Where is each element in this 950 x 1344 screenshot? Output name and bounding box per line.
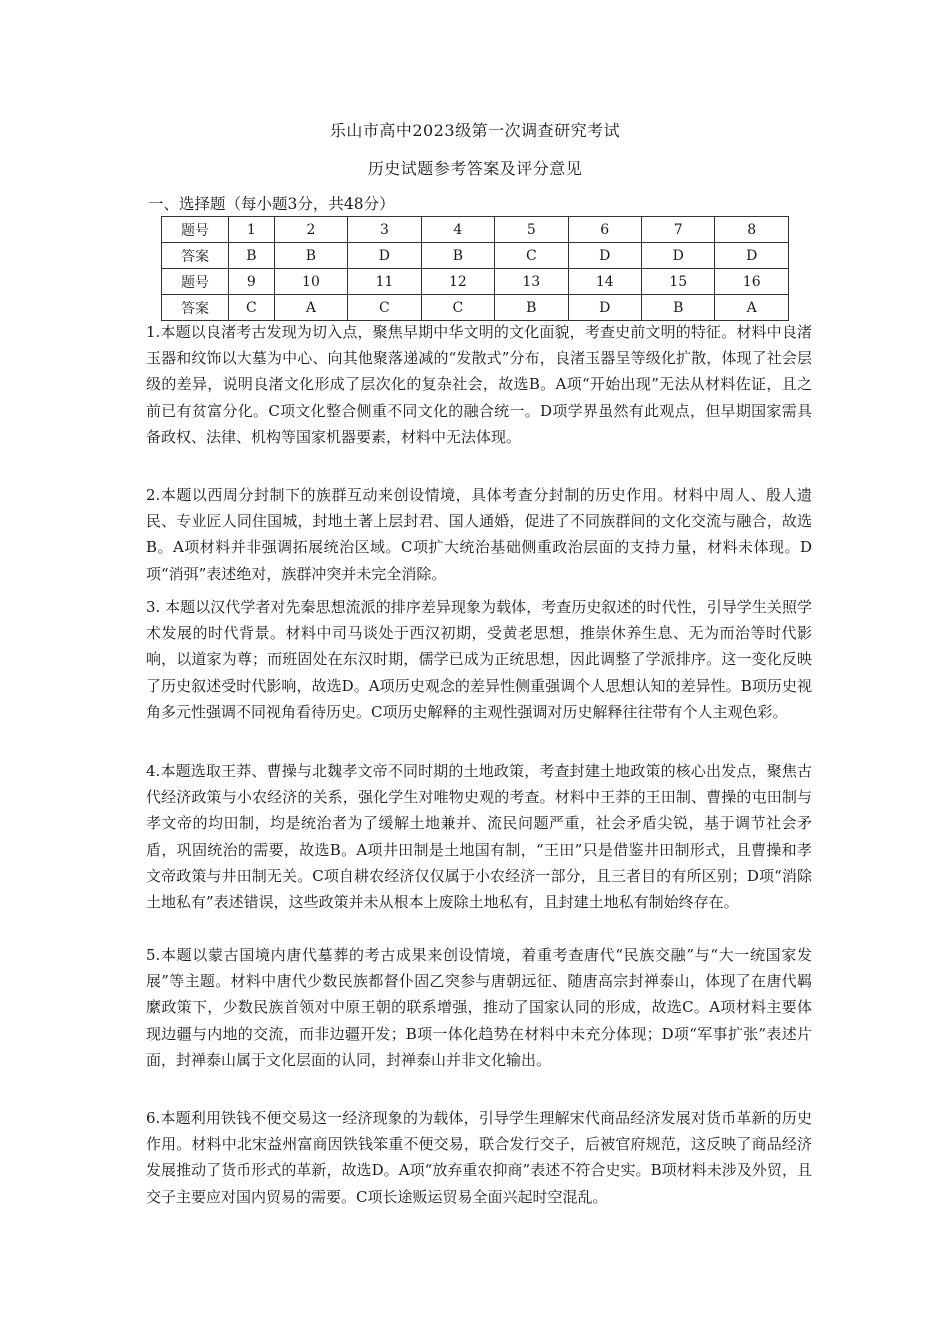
row-label: 答案 (162, 295, 229, 321)
table-cell: A (715, 295, 789, 321)
section-heading: 一、选择题（每小题3分，共48分） (148, 195, 395, 213)
table-cell: 8 (715, 217, 789, 243)
table-cell: D (641, 243, 714, 269)
table-cell: D (568, 295, 641, 321)
explanation-4: 4.本题选取王莽、曹操与北魏孝文帝不同时期的土地政策，考查封建土地政策的核心出发点，聚焦古代经济政策与小农经济的关系，强化学生对唯物史观的考查。材料中王莽的王田制、曹操的屯田制与孝文帝的均田制，均是统治者为了缓解土地兼并、流民问题严重，社会矛盾尖锐，基于调节社会矛盾，巩固统治的需要，故选B。A项井田制是土地国有制，“王田”只是借鉴井田制形式，且曹操和孝文帝政策与井田制无关。C项自耕农经济仅仅属于小农经济一部分，且三者目的有所区别；D项“消除土地私有”表述错误，这些政策并未从根本上废除土地私有，且封建土地私有制始终存在。 (146, 762, 812, 912)
table-cell: 11 (348, 269, 421, 295)
table-cell: 6 (568, 217, 641, 243)
table-cell: 5 (495, 217, 568, 243)
table-cell: C (421, 295, 494, 321)
table-cell: 9 (229, 269, 275, 295)
table-row (162, 243, 789, 269)
table-cell: 3 (348, 217, 421, 243)
table-row (162, 295, 789, 321)
table-cell: D (715, 243, 789, 269)
table-cell: 2 (274, 217, 347, 243)
table-row (162, 269, 789, 295)
table-cell: D (348, 243, 421, 269)
table-cell: 1 (229, 217, 275, 243)
answer-table (161, 216, 789, 321)
table-cell: 4 (421, 217, 494, 243)
explanation-3: 3. 本题以汉代学者对先秦思想流派的排序差异现象为载体，考查历史叙述的时代性，引导学生关照学术发展的时代背景。材料中司马谈处于西汉初期，受黄老思想，推崇休养生息、无为而治等时代影响，以道家为尊；而班固处在东汉时期，儒学已成为正统思想，因此调整了学派排序。这一变化反映了历史叙述受时代影响，故选D。A项历史观念的差异性侧重强调个人思想认知的差异性。B项历史视角多元性强调不同视角看待历史。C项历史解释的主观性强调对历史解释往往带有个人主观色彩。 (146, 598, 812, 721)
table-cell: 14 (568, 269, 641, 295)
explanation-1: 1.本题以良渚考古发现为切入点，聚焦早期中华文明的文化面貌，考查史前文明的特征。材料中良渚玉器和纹饰以大墓为中心、向其他聚落递减的“发散式”分布，良渚玉器呈等级化扩散，体现了社会层级的差异，说明良渚文化形成了层次化的复杂社会，故选B。A项“开始出现”无法从材料佐证，且之前已有贫富分化。C项文化整合侧重不同文化的融合统一。D项学界虽然有此观点，但早期国家需具备政权、法律、机构等国家机器要素，材料中无法体现。 (146, 323, 812, 446)
table-cell: B (229, 243, 275, 269)
table-cell: B (641, 295, 714, 321)
table-row (162, 217, 789, 243)
table-cell: D (568, 243, 641, 269)
explanation-2: 2.本题以西周分封制下的族群互动来创设情境，具体考查分封制的历史作用。材料中周人、殷人遗民、专业匠人同住国城，封地土著上层封君、国人通婚，促进了不同族群间的文化交流与融合，故选B。A项材料并非强调拓展统治区域。C项扩大统治基础侧重政治层面的支持力量，材料未体现。D项“消弭”表述绝对，族群冲突并未完全消除。 (146, 486, 812, 583)
row-label: 答案 (162, 243, 229, 269)
table-cell: C (348, 295, 421, 321)
table-cell: 16 (715, 269, 789, 295)
table-cell: A (274, 295, 347, 321)
table-cell: C (229, 295, 275, 321)
table-cell: B (495, 295, 568, 321)
row-label: 题号 (162, 217, 229, 243)
exam-title: 乐山市高中2023级第一次调查研究考试 (329, 121, 621, 140)
row-label: 题号 (162, 269, 229, 295)
explanation-5: 5.本题以蒙古国境内唐代墓葬的考古成果来创设情境，着重考查唐代“民族交融”与“大一统国家发展”等主题。材料中唐代少数民族都督仆固乙突参与唐朝远征、随唐高宗封禅泰山，体现了在唐代羁縻政策下，少数民族首领对中原王朝的联系增强，推动了国家认同的形成，故选C。A项材料主要体现边疆与内地的交流，而非边疆开发；B项一体化趋势在材料中未充分体现；D项“军事扩张”表述片面，封禅泰山属于文化层面的认同，封禅泰山并非文化输出。 (146, 946, 812, 1069)
table-cell: 7 (641, 217, 714, 243)
table-cell: 15 (641, 269, 714, 295)
explanation-6: 6.本题利用铁钱不便交易这一经济现象的为载体，引导学生理解宋代商品经济发展对货币革新的历史作用。材料中北宋益州富商因铁钱笨重不便交易，联合发行交子，后被官府规范，这反映了商品经济发展推动了货币形式的革新，故选D。A项“放弃重农抑商”表述不符合史实。B项材料未涉及外贸，且交子主要应对国内贸易的需要。C项长途贩运贸易全面兴起时空混乱。 (146, 1109, 812, 1206)
table-cell: B (274, 243, 347, 269)
table-cell: B (421, 243, 494, 269)
table-cell: 10 (274, 269, 347, 295)
table-cell: C (495, 243, 568, 269)
table-cell: 13 (495, 269, 568, 295)
table-cell: 12 (421, 269, 494, 295)
exam-subtitle: 历史试题参考答案及评分意见 (367, 159, 583, 178)
